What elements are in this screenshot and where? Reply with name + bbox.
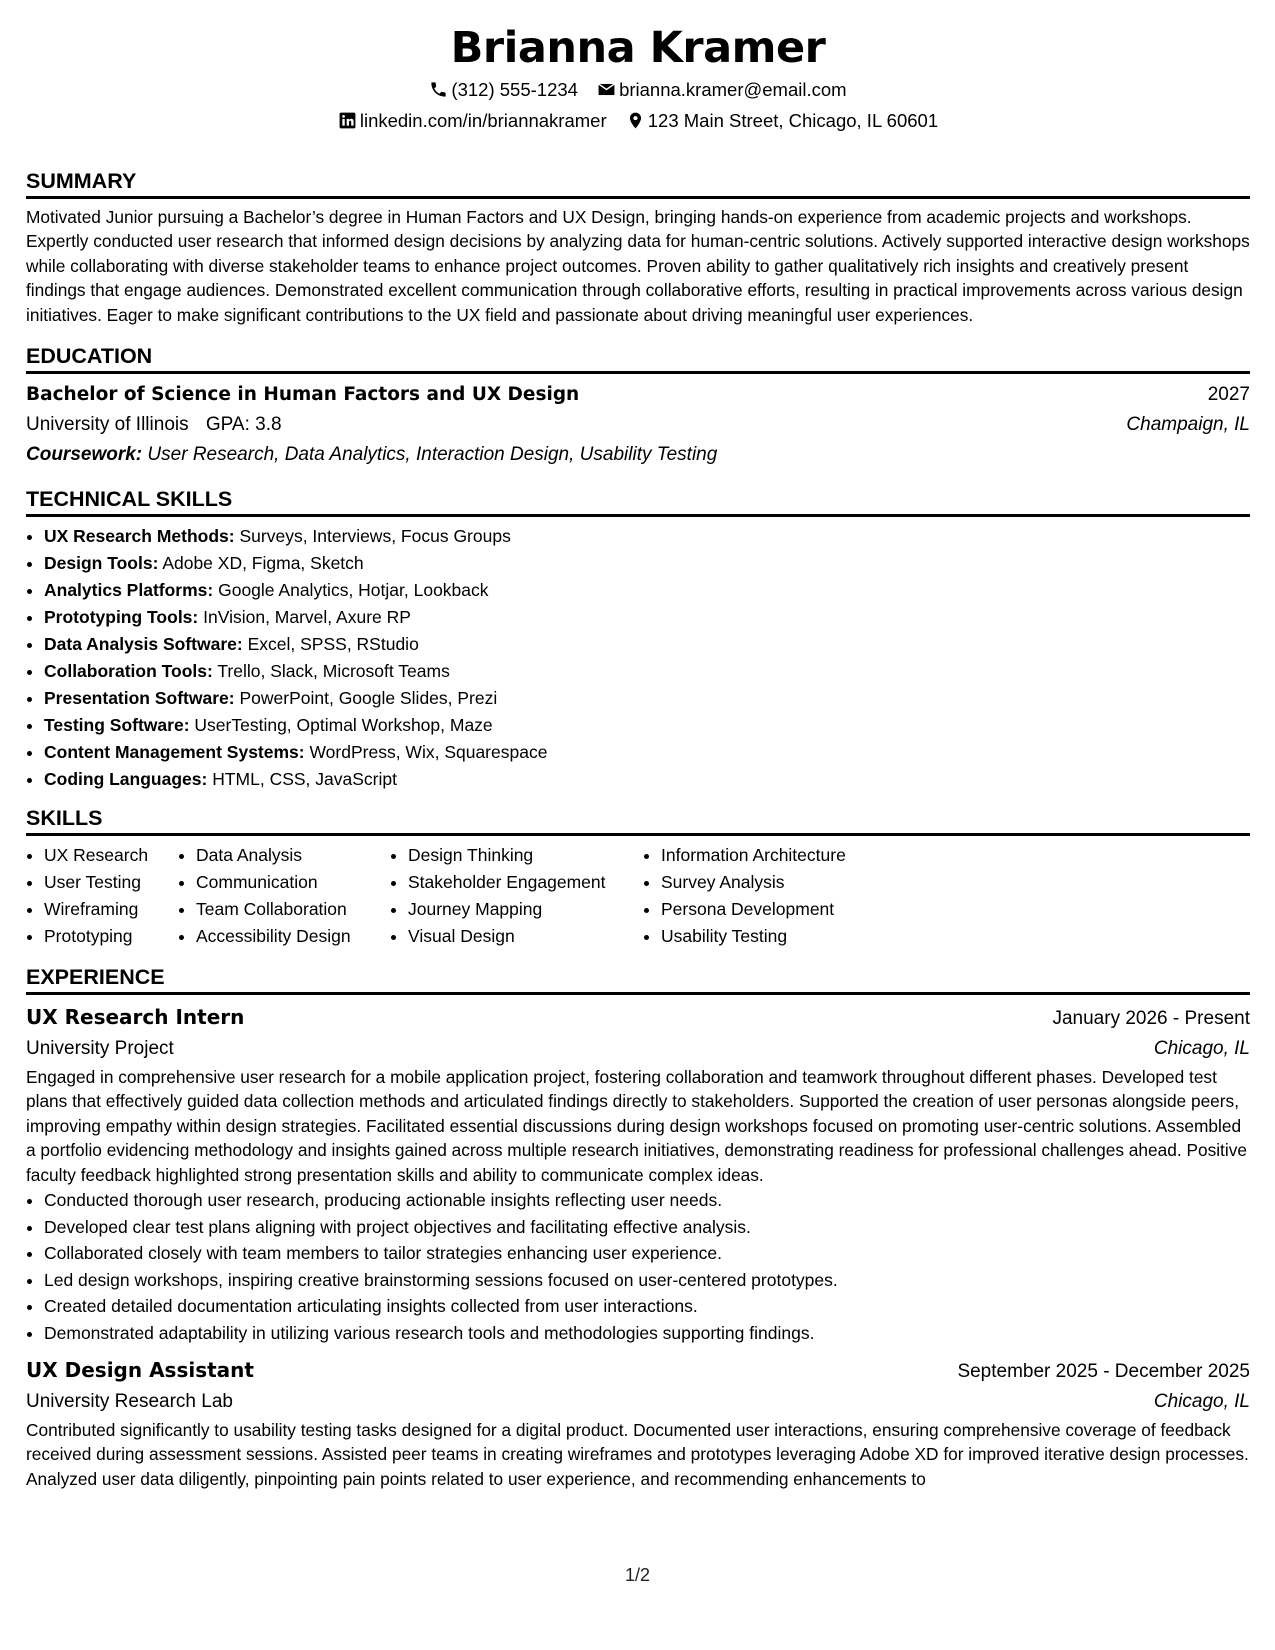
list-item: • Coding Languages: HTML, CSS, JavaScript xyxy=(44,766,1250,793)
list-item: • Survey Analysis xyxy=(661,869,846,896)
job-org-row xyxy=(26,1033,1250,1065)
list-item: • UX Research Methods: Surveys, Interviews, Focus Groups xyxy=(44,523,1250,550)
address-contact xyxy=(626,105,938,136)
section-title-technical-skills: TECHNICAL SKILLS xyxy=(26,484,1250,517)
section-title-education: EDUCATION xyxy=(26,341,1250,374)
list-item: • Information Architecture xyxy=(661,842,846,869)
linkedin-contact[interactable] xyxy=(338,105,607,136)
email-address: brianna.kramer@email.com xyxy=(619,79,847,100)
skills-column xyxy=(390,842,643,950)
phone-contact[interactable] xyxy=(429,74,578,105)
map-pin-icon xyxy=(626,111,645,130)
list-item: • Design Tools: Adobe XD, Figma, Sketch xyxy=(44,550,1250,577)
list-item: • Collaboration Tools: Trello, Slack, Microsoft Teams xyxy=(44,658,1250,685)
degree-name: Bachelor of Science in Human Factors and UX Design xyxy=(26,384,580,406)
list-item: • Team Collaboration xyxy=(196,896,390,923)
linkedin-icon xyxy=(338,111,357,130)
page-number: 1/2 xyxy=(624,1565,651,1585)
list-item: • Wireframing xyxy=(44,896,178,923)
skills-grid xyxy=(26,842,1250,950)
list-item: • Persona Development xyxy=(661,896,846,923)
skills-section xyxy=(26,803,1250,950)
coursework-list: User Research, Data Analytics, Interaction Design, Usability Testing xyxy=(147,444,718,466)
job-entry xyxy=(26,1354,1250,1491)
list-item: • Usability Testing xyxy=(661,923,846,950)
list-item: • Developed clear test plans aligning with project objectives and facilitating effective analysis. xyxy=(44,1214,1250,1241)
list-item: • Data Analysis xyxy=(196,842,390,869)
list-item: • Presentation Software: PowerPoint, Google Slides, Prezi xyxy=(44,685,1250,712)
list-item: • Communication xyxy=(196,869,390,896)
list-item: • Journey Mapping xyxy=(408,896,643,923)
section-title-experience: EXPERIENCE xyxy=(26,962,1250,995)
skills-column xyxy=(643,842,846,950)
list-item: • Data Analysis Software: Excel, SPSS, RStudio xyxy=(44,631,1250,658)
list-item: • Created detailed documentation articulating insights collected from user interactions. xyxy=(44,1293,1250,1320)
technical-skills-section xyxy=(26,484,1250,793)
job-header-row xyxy=(26,1001,1250,1033)
list-item: • Visual Design xyxy=(408,923,643,950)
candidate-name: Brianna Kramer xyxy=(450,23,826,73)
job-bullets xyxy=(26,1187,1250,1346)
section-title-summary: SUMMARY xyxy=(26,166,1250,199)
coursework-label: Coursework: xyxy=(26,444,143,466)
summary-section xyxy=(26,166,1250,327)
job-location: Chicago, IL xyxy=(1153,1038,1250,1060)
contact-line-1 xyxy=(26,74,1250,105)
list-item: • Prototyping xyxy=(44,923,178,950)
list-item: • Demonstrated adaptability in utilizing various research tools and methodologies supporting findings. xyxy=(44,1320,1250,1347)
gpa: GPA: 3.8 xyxy=(205,414,282,436)
job-title: UX Design Assistant xyxy=(26,1358,254,1383)
list-item: • Testing Software: UserTesting, Optimal Workshop, Maze xyxy=(44,712,1250,739)
list-item: • Accessibility Design xyxy=(196,923,390,950)
education-degree-row xyxy=(26,380,1250,410)
street-address: 123 Main Street, Chicago, IL 60601 xyxy=(647,110,939,131)
education-section xyxy=(26,341,1250,470)
school-name: University of Illinois xyxy=(26,414,189,436)
job-dates: January 2026 - Present xyxy=(1052,1008,1250,1030)
school-location: Champaign, IL xyxy=(1126,414,1250,436)
job-org-row xyxy=(26,1386,1250,1418)
experience-section xyxy=(26,962,1250,1491)
envelope-icon xyxy=(597,80,616,99)
job-description: Contributed significantly to usability testing tasks designed for a digital product. Documented user interactions, ensuring comprehensive coverage of feedback received during assessment sessions. Assisted peer teams in creating wireframes and prototypes leveraging Adobe XD for improved iterative design processes. Analyzed user data diligently, pinpointing pain points related to user experience, and recommending enhancements to xyxy=(26,1420,1249,1489)
job-title: UX Research Intern xyxy=(26,1005,245,1030)
list-item: • Collaborated closely with team members to tailor strategies enhancing user experience. xyxy=(44,1240,1250,1267)
email-contact[interactable] xyxy=(597,74,847,105)
list-item: • User Testing xyxy=(44,869,178,896)
technical-skills-list xyxy=(26,523,1250,793)
education-school-row xyxy=(26,410,1250,440)
list-item: • Conducted thorough user research, producing actionable insights reflecting user needs. xyxy=(44,1187,1250,1214)
phone-number: (312) 555-1234 xyxy=(451,79,578,100)
list-item: • UX Research xyxy=(44,842,178,869)
job-header-row xyxy=(26,1354,1250,1386)
job-organization: University Research Lab xyxy=(26,1391,233,1413)
job-entry xyxy=(26,1001,1250,1346)
skills-column xyxy=(178,842,390,950)
contact-line-2 xyxy=(26,105,1250,136)
list-item: • Stakeholder Engagement xyxy=(408,869,643,896)
job-organization: University Project xyxy=(26,1038,174,1060)
skills-column xyxy=(26,842,178,950)
linkedin-url: linkedin.com/in/briannakramer xyxy=(359,110,607,131)
section-title-skills: SKILLS xyxy=(26,803,1250,836)
graduation-year: 2027 xyxy=(1207,384,1250,406)
summary-text: Motivated Junior pursuing a Bachelor’s degree in Human Factors and UX Design, bringing hands-on experience from academic projects and workshops. Expertly conducted user research that informed design decisions by analyzing data for human-centric solutions. Actively supported interactive design workshops while collaborating with diverse stakeholder teams to enhance project outcomes. Proven ability to gather qualitatively rich insights and creatively present findings that engage audiences. Demonstrated excellent communication through collaborative efforts, resulting in practical improvements across various design initiatives. Eager to make significant contributions to the UX field and passionate about driving meaningful user experiences. xyxy=(26,207,1250,325)
list-item: • Analytics Platforms: Google Analytics, Hotjar, Lookback xyxy=(44,577,1250,604)
job-dates: September 2025 - December 2025 xyxy=(957,1361,1250,1383)
list-item: • Content Management Systems: WordPress, Wix, Squarespace xyxy=(44,739,1250,766)
job-description: Engaged in comprehensive user research for a mobile application project, fostering collaboration and teamwork throughout different phases. Developed test plans that effectively guided data collection methods and articulated findings directly to stakeholders. Supported the creation of user personas alongside peers, improving empathy within design strategies. Facilitated essential discussions during design workshops focused on promoting user-centric solutions. Assembled a portfolio evidencing methodology and insights gained across multiple research initiatives, demonstrating readiness for professional challenges ahead. Positive faculty feedback highlighted strong presentation skills and ability to communicate complex ideas. xyxy=(26,1067,1247,1185)
resume-page xyxy=(26,0,1250,1491)
phone-icon xyxy=(429,80,448,99)
list-item: • Prototyping Tools: InVision, Marvel, Axure RP xyxy=(44,604,1250,631)
job-location: Chicago, IL xyxy=(1153,1391,1250,1413)
coursework-line xyxy=(26,440,1250,470)
list-item: • Design Thinking xyxy=(408,842,643,869)
list-item: • Led design workshops, inspiring creative brainstorming sessions focused on user-centered prototypes. xyxy=(44,1267,1250,1294)
